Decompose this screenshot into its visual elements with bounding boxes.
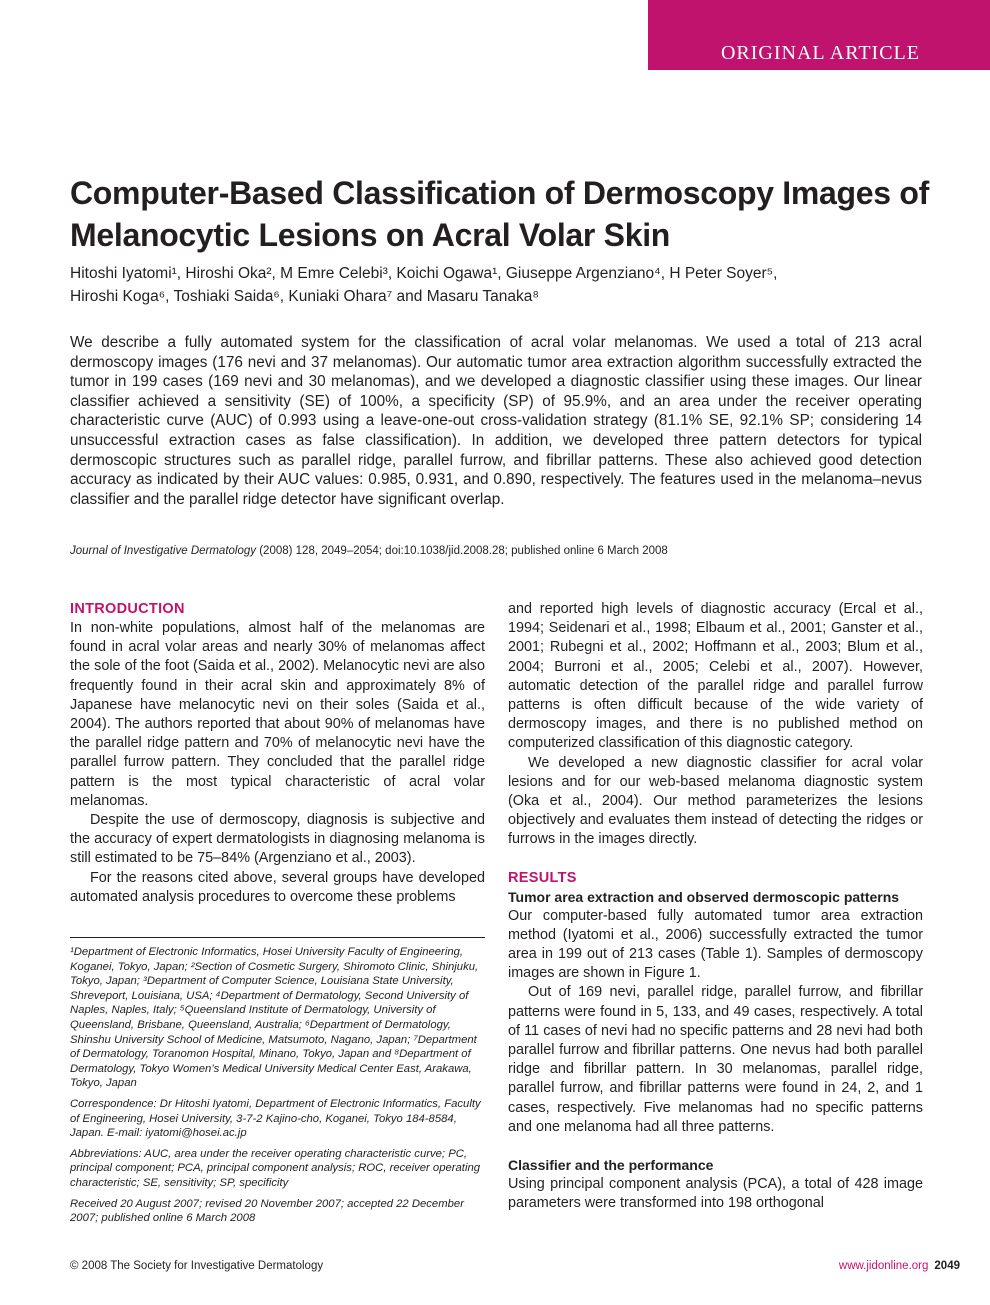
page-footer (839, 1260, 960, 1272)
results-subheading-2: Classifier and the performance (508, 1157, 714, 1174)
intro-paragraph-continued: and reported high levels of diagnostic accuracy (Ercal et al., 1994; Seidenari et al., 1998; Elbaum et al., 2001; Ganster et al., 2001; Rubegni et al., 2002; Hoffmann et al., 2003; Blum et al., 2004; Burroni et al., 2005; Celebi et al., 2007). However, automatic detection of the parallel ridge and parallel furrow patterns is often difficult because of the wide variety of dermoscopy images, and there is no published method on computerized classification of this diagnostic category. (508, 601, 923, 752)
intro-paragraph-3: For the reasons cited above, several groups have developed automated analysis procedures to overcome these problems (70, 869, 485, 905)
author-line-2: Hiroshi Koga⁶, Toshiaki Saida⁶, Kuniaki Ohara⁷ and Masaru Tanaka⁸ (70, 288, 539, 305)
intro-paragraph-2: Despite the use of dermoscopy, diagnosis is subjective and the accuracy of expert dermatologists in diagnosing melanoma is still estimated to be 75–84% (Argenziano et al., 2003). (70, 812, 485, 867)
article-title: Computer-Based Classification of Dermoscopy Images of Melanocytic Lesions on Acral Volar Skin (70, 175, 929, 253)
affiliations-footnote: ¹Department of Electronic Informatics, Hosei University Faculty of Engineering, Koganei, Tokyo, Japan; ²Section of Cosmetic Surgery, Shiromoto Clinic, Shinjuku, Tokyo, Japan; ³Department of Computer Science, Louisiana State University, Shreveport, Louisiana, USA; ⁴Department of Dermatology, Second University of Naples, Naples, Italy; ⁵Queensland Institute of Dermatology, University of Queensland, Brisbane, Queensland, Australia; ⁶Department of Dermatology, Shinshu University School of Medicine, Matsumoto, Nagano, Japan; ⁷Department of Dermatology, Toranomon Hospital, Minano, Tokyo, Japan and ⁸Department of Dermatology, Tokyo Women’s Medical University Medical Center East, Arakawa, Tokyo, Japan (70, 946, 479, 1090)
footnotes (70, 945, 485, 1232)
results-heading: RESULTS (508, 869, 577, 886)
author-list (70, 262, 930, 308)
correspondence-footnote: Correspondence: Dr Hitoshi Iyatomi, Department of Electronic Informatics, Faculty of Engineering, Hosei University, 3-7-2 Kajino-cho, Koganei, Tokyo 184-8584, Japan. E-mail: iyatomi@hosei.ac.jp (70, 1097, 481, 1140)
journal-url-link[interactable]: www.jidonline.org (838, 1260, 929, 1272)
citation-journal: Journal of Investigative Dermatology (70, 545, 257, 557)
article-type-label: ORIGINAL ARTICLE (720, 42, 920, 64)
left-column (70, 600, 485, 907)
results-paragraph-2: Out of 169 nevi, parallel ridge, parallel furrow, and fibrillar patterns were found in 5, 133, and 49 cases, respectively. A total of 11 cases of nevi had no specific patterns and 28 nevi had both parallel furrow and fibrillar patterns. One nevus had both parallel ridge and fibrillar pattern. In 30 melanomas, parallel ridge, parallel furrow, and fibrillar patterns were found in 24, 2, and 1 cases, respectively. Five melanomas had no specific patterns and one melanoma had all three patterns. (508, 984, 923, 1135)
intro-paragraph-1: In non-white populations, almost half of the melanomas are found in acral volar areas and nearly 30% of melanomas affect the sole of the foot (Saida et al., 2002). Melanocytic nevi are also frequently found in their acral skin and approximately 8% of Japanese have melanocytic nevi on their soles (Saida et al., 2004). The authors reported that about 90% of melanomas have the parallel ridge pattern and 70% of melanocytic nevi have the parallel furrow pattern. They concluded that the parallel ridge pattern is the most typical characteristic of acral volar melanomas. (70, 620, 485, 809)
abbreviations-footnote: Abbreviations: AUC, area under the receiver operating characteristic curve; PC, principal component; PCA, principal component analysis; ROC, receiver operating characteristic; SE, sensitivity; SP, specificity (70, 1147, 481, 1189)
introduction-heading: INTRODUCTION (70, 601, 185, 617)
footnote-divider (70, 937, 485, 938)
results-paragraph-3: Using principal component analysis (PCA), a total of 428 image parameters were transformed into 198 orthogonal (508, 1176, 923, 1212)
copyright-footer: © 2008 The Society for Investigative Dermatology (70, 1260, 324, 1272)
received-footnote: Received 20 August 2007; revised 20 November 2007; accepted 22 December 2007; published online 6 March 2008 (70, 1197, 464, 1225)
article-type-banner (648, 0, 990, 70)
results-subheading-1: Tumor area extraction and observed dermoscopic patterns (508, 888, 900, 905)
right-column (508, 600, 923, 1213)
author-line-1: Hitoshi Iyatomi¹, Hiroshi Oka², M Emre Celebi³, Koichi Ogawa¹, Giuseppe Argenziano⁴, H Peter Soyer⁵, (70, 265, 778, 282)
abstract: We describe a fully automated system for the classification of acral volar melanomas. We used a total of 213 acral dermoscopy images (176 nevi and 37 melanomas). Our automatic tumor area extraction algorithm successfully extracted the tumor in 199 cases (169 nevi and 30 melanomas), and we developed a diagnostic classifier using these images. Our linear classifier achieved a sensitivity (SE) of 100%, a specificity (SP) of 95.9%, and an area under the receiver operating characteristic curve (AUC) of 0.993 using a leave-one-out cross-validation strategy (81.1% SE, 92.1% SP; considering 14 unsuccessful extraction cases as false classification). In addition, we developed three pattern detectors for typical dermoscopic structures such as parallel ridge, parallel furrow, and fibrillar patterns. These also achieved good detection accuracy as indicated by their AUC values: 0.985, 0.931, and 0.890, respectively. The features used in the melanoma–nevus classifier and the parallel ridge detector have significant overlap. (70, 334, 922, 508)
intro-paragraph-4: We developed a new diagnostic classifier for acral volar lesions and for our web-based melanoma diagnostic system (Oka et al., 2004). Our method parameterizes the lesions objectively and evaluates them instead of detecting the ridges or furrows in the images directly. (508, 754, 923, 848)
citation-details: (2008) 128, 2049–2054; doi:10.1038/jid.2008.28; published online 6 March 2008 (259, 545, 668, 557)
results-paragraph-1: Our computer-based fully automated tumor area extraction method (Iyatomi et al., 2006) successfully extracted the tumor area in 199 out of 213 cases (Table 1). Samples of dermoscopy images are shown in Figure 1. (508, 907, 923, 982)
page-number: 2049 (934, 1260, 960, 1272)
citation-line (70, 543, 930, 559)
